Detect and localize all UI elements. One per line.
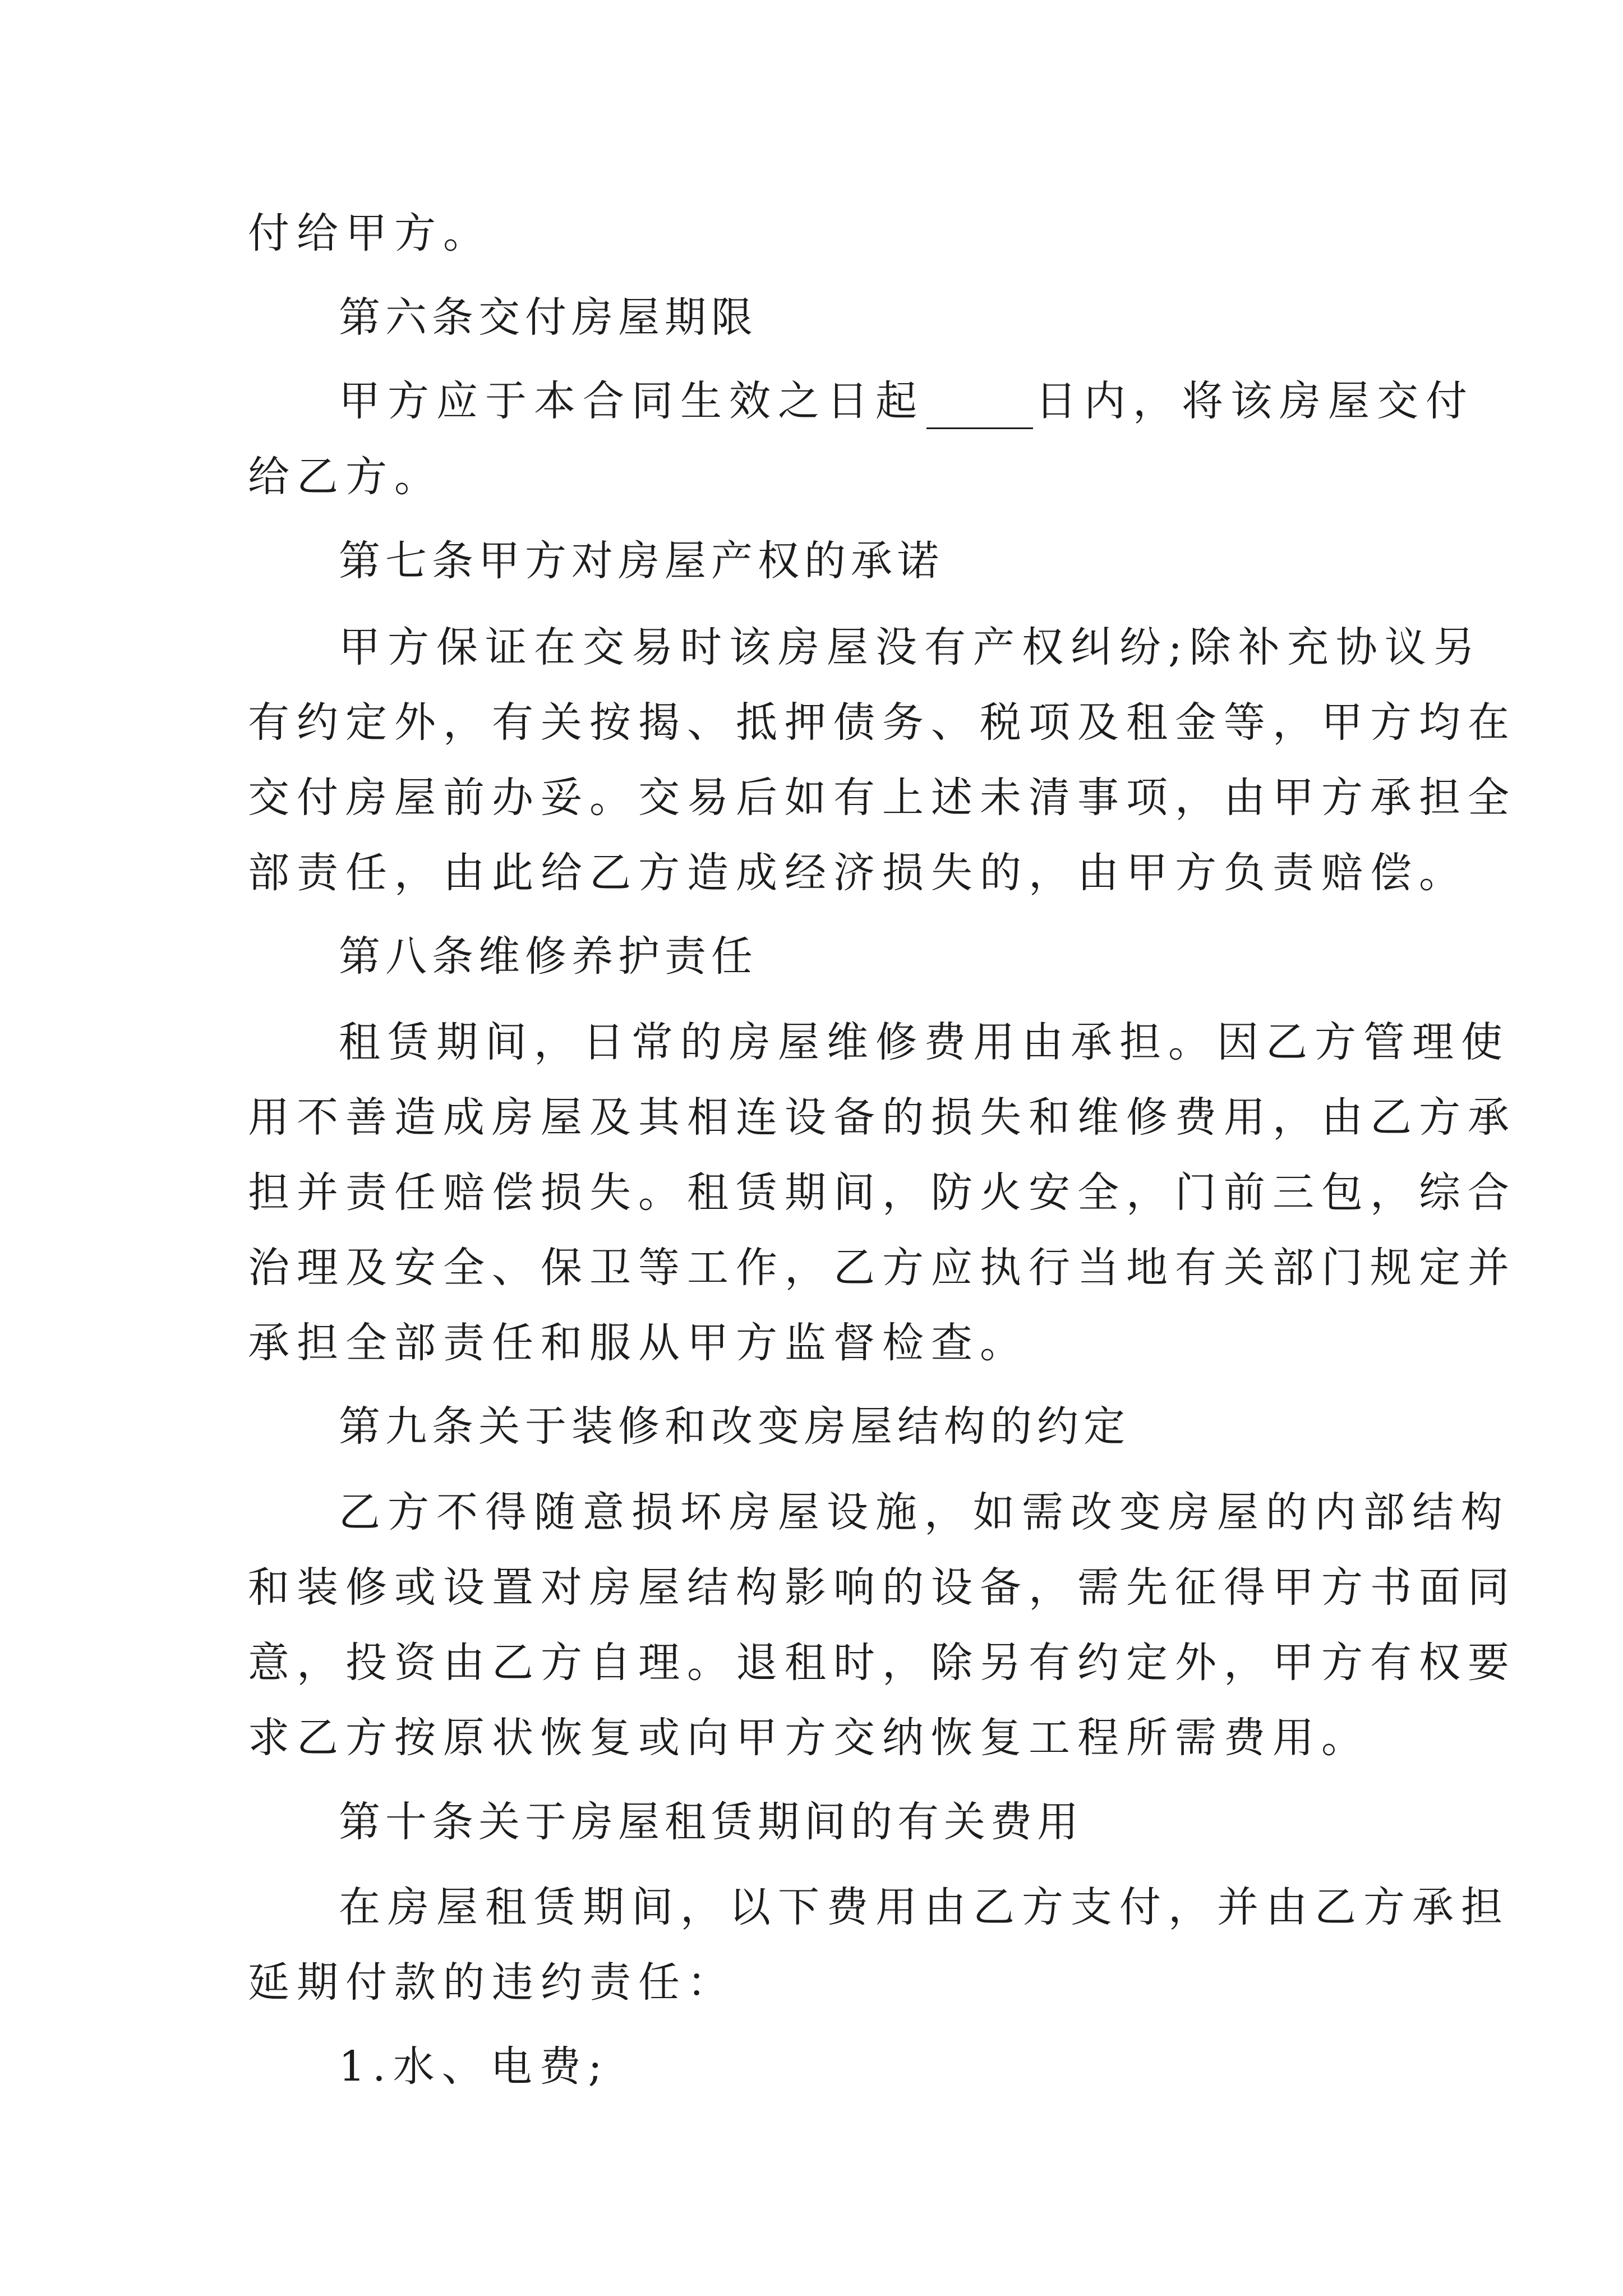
article-heading-6: 第六条交付房屋期限 [339, 293, 758, 342]
paragraph-text: 日内，将该房屋交付 [1035, 377, 1474, 425]
paragraph-line: 有约定外，有关按揭、抵押债务、税项及租金等，甲方均在 [248, 698, 1516, 747]
paragraph-line: 和装修或设置对房屋结构影响的设备，需先征得甲方书面同 [248, 1563, 1516, 1612]
paragraph-line: 交付房屋前办妥。交易后如有上述未清事项，由甲方承担全 [248, 774, 1516, 822]
paragraph-line: 租赁期间，日常的房屋维修费用由承担。因乙方管理使 [339, 1018, 1510, 1066]
paragraph-line: 乙方不得随意损坏房屋设施，如需改变房屋的内部结构 [339, 1488, 1510, 1536]
paragraph-line: 意，投资由乙方自理。退租时，除另有约定外，甲方有权要 [248, 1639, 1516, 1687]
paragraph-line: 承担全部责任和服从甲方监督检查。 [248, 1319, 1029, 1367]
list-item: 1.水、电费; [339, 2042, 610, 2091]
paragraph-line: 甲方保证在交易时该房屋没有产权纠纷;除补充协议另 [339, 623, 1482, 671]
paragraph-line: 在房屋租赁期间，以下费用由乙方支付，并由乙方承担 [339, 1883, 1510, 1931]
paragraph-line: 部责任，由此给乙方造成经济损失的，由甲方负责赔偿。 [248, 849, 1468, 897]
article-heading-7: 第七条甲方对房屋产权的承诺 [339, 537, 944, 585]
paragraph-line: 求乙方按原状恢复或向甲方交纳恢复工程所需费用。 [248, 1714, 1370, 1762]
paragraph-text: 甲方应于本合同生效之日起 [339, 377, 924, 425]
paragraph-line [339, 373, 1474, 429]
paragraph-line: 担并责任赔偿损失。租赁期间，防火安全，门前三包，综合 [248, 1168, 1516, 1217]
article-heading-9: 第九条关于装修和改变房屋结构的约定 [339, 1402, 1130, 1451]
paragraph-line: 付给甲方。 [248, 209, 492, 257]
paragraph-line: 给乙方。 [248, 453, 443, 501]
paragraph-line: 延期付款的违约责任： [248, 1958, 736, 2007]
paragraph-line: 治理及安全、保卫等工作，乙方应执行当地有关部门规定并 [248, 1244, 1516, 1292]
article-heading-10: 第十条关于房屋租赁期间的有关费用 [339, 1798, 1083, 1846]
article-heading-8: 第八条维修养护责任 [339, 932, 758, 981]
paragraph-line: 用不善造成房屋及其相连设备的损失和维修费用，由乙方承 [248, 1093, 1516, 1142]
fill-in-blank [926, 388, 1033, 429]
